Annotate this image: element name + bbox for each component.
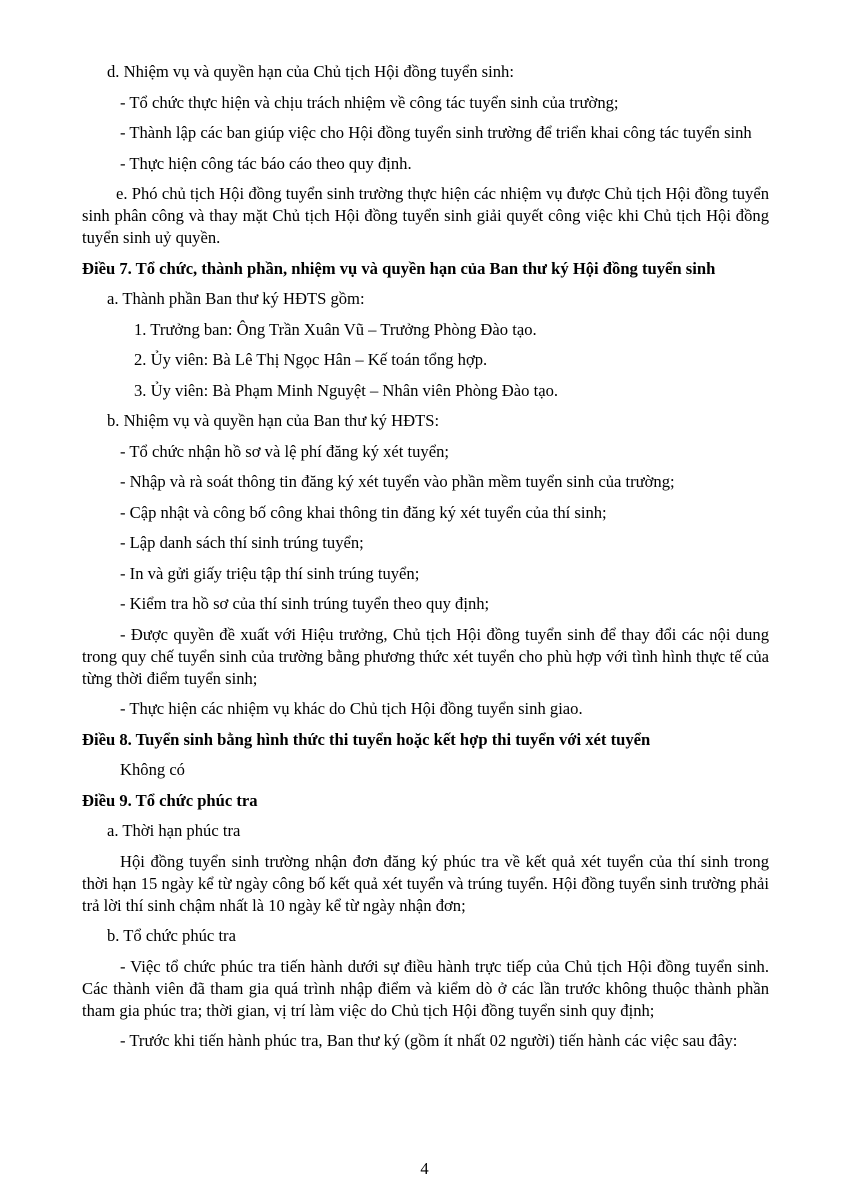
article-heading: Điều 9. Tổ chức phúc tra [82,790,258,810]
paragraph: - Lập danh sách thí sinh trúng tuyển; [120,533,364,552]
paragraph: a. Thành phần Ban thư ký HĐTS gồm: [107,289,365,308]
paragraph: - Tổ chức thực hiện và chịu trách nhiệm về công tác tuyển sinh của trường; [120,92,619,112]
paragraph: - Cập nhật và công bố công khai thông tin đăng ký xét tuyển của thí sinh; [120,502,607,522]
page-number: 4 [420,1159,429,1178]
paragraph: e. Phó chủ tịch Hội đồng tuyển sinh trường thực hiện các nhiệm vụ được Chủ tịch Hội đồng tuyển sinh phân công và thay mặt Chủ tịch Hội đồng tuyển sinh giải quyết công việc khi Chủ tịch Hội đồng tuyển sinh uỷ quyền. [82,184,769,247]
paragraph: - Thành lập các ban giúp việc cho Hội đồng tuyển sinh trường để triển khai công tác tuyển sinh [120,123,752,142]
paragraph: - Thực hiện công tác báo cáo theo quy định. [120,153,412,173]
paragraph: - In và gửi giấy triệu tập thí sinh trúng tuyển; [120,563,420,583]
paragraph: d. Nhiệm vụ và quyền hạn của Chủ tịch Hội đồng tuyển sinh: [107,62,514,81]
paragraph: - Việc tổ chức phúc tra tiến hành dưới sự điều hành trực tiếp của Chủ tịch Hội đồng tuyển sinh. Các thành viên đã tham gia quá trình nhập điểm và kiểm dò ở các lần trước không thuộc thành phần tham gia phúc tra; thời gian, vị trí làm việc do Chủ tịch Hội đồng tuyển sinh quy định; [82,956,769,1020]
paragraph: - Nhập và rà soát thông tin đăng ký xét tuyển vào phần mềm tuyển sinh của trường; [120,472,675,491]
paragraph: - Được quyền đề xuất với Hiệu trưởng, Chủ tịch Hội đồng tuyển sinh để thay đổi các nội dung trong quy chế tuyển sinh của trường bằng phương thức xét tuyển cho phù hợp với tình hình thực tế của từng thời điểm tuyển sinh; [82,624,769,688]
paragraph: b. Nhiệm vụ và quyền hạn của Ban thư ký HĐTS: [107,411,440,430]
article-heading: Điều 8. Tuyển sinh bằng hình thức thi tuyển hoặc kết hợp thi tuyển với xét tuyển [82,729,651,749]
paragraph: 3. Ủy viên: Bà Phạm Minh Nguyệt – Nhân viên Phòng Đào tạo. [134,380,559,400]
paragraph: - Trước khi tiến hành phúc tra, Ban thư ký (gồm ít nhất 02 người) tiến hành các việc sau đây: [120,1031,738,1050]
paragraph: Không có [120,760,185,779]
paragraph: 2. Ủy viên: Bà Lê Thị Ngọc Hân – Kế toán tổng hợp. [134,350,488,369]
paragraph: - Kiểm tra hồ sơ của thí sinh trúng tuyển theo quy định; [120,594,490,613]
paragraph: b. Tổ chức phúc tra [107,926,236,945]
paragraph: a. Thời hạn phúc tra [107,821,241,840]
paragraph: Hội đồng tuyển sinh trường nhận đơn đăng ký phúc tra về kết quả xét tuyển của thí sinh trong thời hạn 15 ngày kể từ ngày công bố kết quả xét tuyển và trúng tuyển. Hội đồng tuyển sinh trường phải trả lời thí sinh chậm nhất là 10 ngày kể từ ngày nhận đơn; [82,851,769,915]
document-body [82,61,769,1061]
paragraph: - Tổ chức nhận hồ sơ và lệ phí đăng ký xét tuyển; [120,441,449,461]
article-heading: Điều 7. Tổ chức, thành phần, nhiệm vụ và quyền hạn của Ban thư ký Hội đồng tuyển sinh [82,258,716,278]
paragraph: 1. Trưởng ban: Ông Trần Xuân Vũ – Trưởng Phòng Đào tạo. [134,319,537,339]
paragraph: - Thực hiện các nhiệm vụ khác do Chủ tịch Hội đồng tuyển sinh giao. [120,699,583,718]
